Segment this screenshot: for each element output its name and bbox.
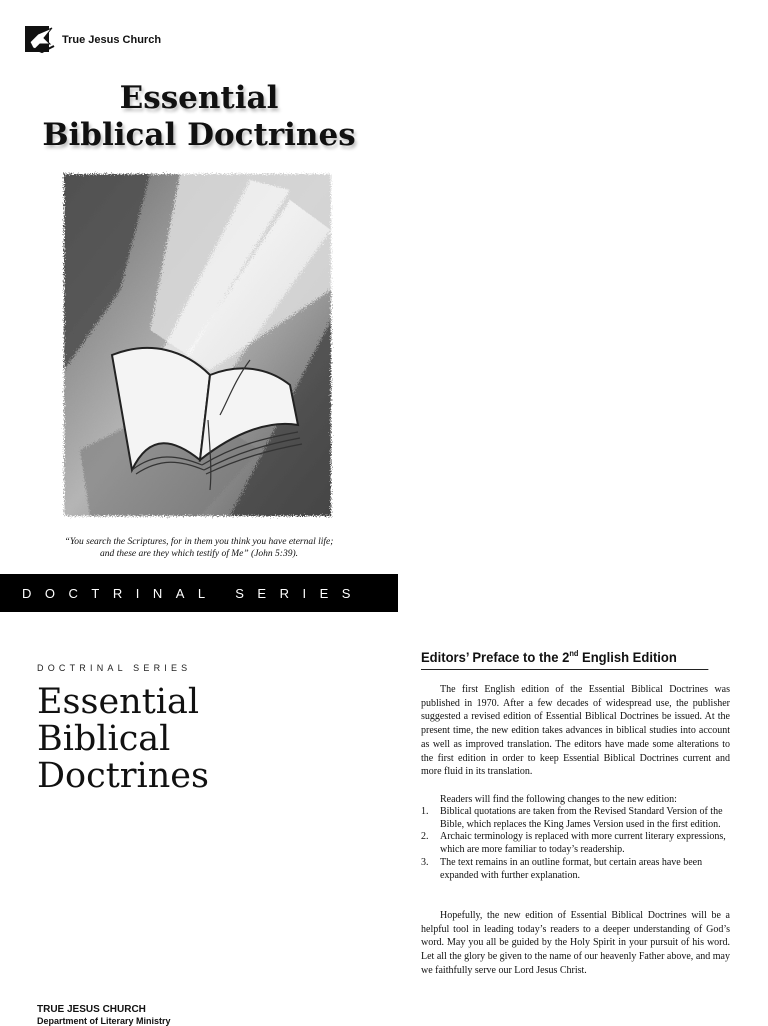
list-item-number: 2. bbox=[421, 831, 429, 843]
preface-paragraph-1: The first English edition of the Essential Biblical Doctrines was published in 1970. After a few decades of widespread use, the publisher suggested a revised edition of Essential Biblical Doctrines be issued. At the present time, the new edition takes advances in biblical studies into account as well as improved translation. The editors have made some alterations to the first edition in order to keep Essential Biblical Doctrines current and more fluid in its translation. bbox=[421, 684, 730, 778]
title-page-title bbox=[37, 684, 367, 795]
title-page-line3: Doctrines bbox=[37, 756, 209, 796]
preface-heading-sup: nd bbox=[569, 649, 579, 658]
title-page-line1: Essential bbox=[37, 682, 200, 722]
title-page-line2: Biblical bbox=[37, 719, 171, 759]
preface-paragraph-2: Readers will find the following changes to the new edition: bbox=[440, 794, 677, 805]
dove-book-icon bbox=[22, 22, 58, 58]
cover-quote bbox=[40, 536, 358, 560]
series-banner-text: DOCTRINAL SERIES bbox=[22, 585, 364, 601]
list-item bbox=[421, 831, 730, 856]
series-banner bbox=[0, 574, 398, 612]
list-item-text: Archaic terminology is replaced with more current literary expressions, which are more familiar to today’s readership. bbox=[440, 831, 726, 856]
publisher-name: TRUE JESUS CHURCH bbox=[37, 1004, 146, 1015]
quote-line1: “You search the Scriptures, for in them you think you have eternal life; bbox=[64, 537, 334, 547]
list-item-number: 1. bbox=[421, 806, 429, 817]
open-bible-illustration bbox=[60, 170, 335, 520]
preface-heading bbox=[421, 645, 708, 670]
cover-title-line2: Biblical Doctrines bbox=[42, 117, 356, 153]
cover-title bbox=[40, 80, 358, 154]
preface-heading-post: English Edition bbox=[582, 649, 677, 665]
preface-heading-pre: Editors’ Preface to the 2 bbox=[421, 649, 570, 665]
list-item bbox=[421, 857, 730, 882]
title-page-series: DOCTRINAL SERIES bbox=[37, 663, 192, 673]
publisher-department: Department of Literary Ministry bbox=[37, 1016, 171, 1026]
list-item-text: The text remains in an outline format, but certain areas have been expanded with further explanation. bbox=[440, 856, 703, 881]
quote-line2: and these are they which testify of Me” (John 5:39). bbox=[99, 549, 299, 559]
church-logo bbox=[22, 22, 162, 58]
preface-paragraph-3: Hopefully, the new edition of Essential Biblical Doctrines will be a helpful tool in leading today’s readers to a deeper understanding of God’s word. May you all be guided by the Holy Spirit in your pursuit of his word. Let all the glory be given to the name of our heavenly Father above, and may we faithfully serve our Lord Jesus Christ. bbox=[421, 910, 730, 976]
changes-list bbox=[421, 806, 730, 882]
list-item-text: Biblical quotations are taken from the Revised Standard Version of the Bible, which replaces the King James Version used in the first edition. bbox=[440, 806, 723, 830]
cover-title-line1: Essential bbox=[119, 80, 279, 116]
logo-text: True Jesus Church bbox=[62, 34, 162, 46]
list-item bbox=[421, 806, 730, 831]
list-item-number: 3. bbox=[421, 856, 429, 868]
